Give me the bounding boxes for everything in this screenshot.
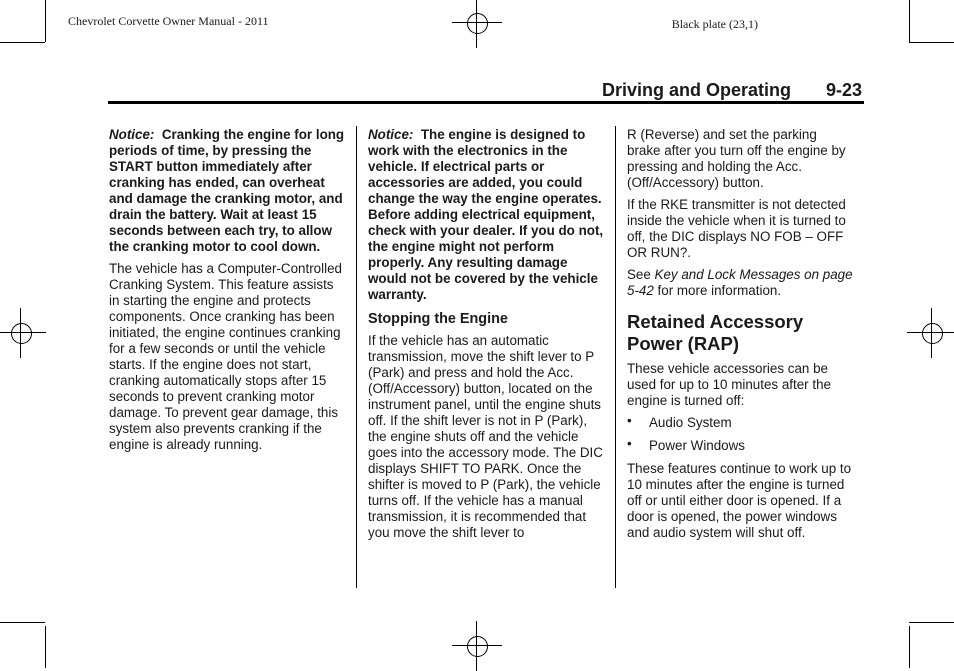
paragraph-stopping-engine: If the vehicle has an automatic transmission, move the shift lever to P (Park) and press and hold the Acc. (Off/Accessory) button, located on the instrument panel, until the engine shuts off. If the shift lever is not in P (Park), the engine shuts off and the vehicle goes into the accessory mode. The DIC displays SHIFT TO PARK. Once the shifter is moved to P (Park), the vehicle turns off. If the vehicle has a manual transmission, it is recommended that you move the shift lever to: [368, 333, 603, 540]
rap-bullet-list: [627, 415, 853, 454]
notice-label: Notice:: [109, 127, 155, 142]
column-divider: [615, 126, 616, 588]
subheading-stopping-engine: Stopping the Engine: [368, 311, 508, 327]
heading-rap: Retained Accessory Power (RAP): [627, 311, 804, 354]
paragraph-reverse: R (Reverse) and set the parking brake after you turn off the engine by pressing and holding the Acc. (Off/Accessory) button.: [627, 127, 846, 190]
column-1: [109, 127, 347, 459]
cross-reference-link[interactable]: Key and Lock Messages on page 5-42: [627, 267, 853, 298]
section-title: Driving and Operating: [602, 80, 792, 100]
paragraph-rke: If the RKE transmitter is not detected inside the vehicle when it is turned to off, the DIC displays NO FOB – OFF OR RUN?.: [627, 197, 846, 260]
paragraph-see-reference: See Key and Lock Messages on page 5-42 for more information.: [627, 267, 853, 298]
paragraph-rap-intro: These vehicle accessories can be used for up to 10 minutes after the engine is turned off:: [627, 361, 831, 408]
paragraph-cranking-system: The vehicle has a Computer-Controlled Cranking System. This feature assists in starting the engine and protects components. Once cranking has been initiated, the engine continues cranking for a few seconds or until the vehicle starts. If the engine does not start, cranking automatically stops after 15 seconds to prevent cranking motor damage. To prevent gear damage, this system also prevents cranking if the engine is already running.: [109, 261, 342, 452]
list-item: • Audio System: [627, 415, 853, 431]
notice-text: Cranking the engine for long periods of time, by pressing the START button immediately after cranking has ended, can overheat and damage the cranking motor, and drain the battery. Wait at least 15 seconds between each try, to allow the cranking motor to cool down.: [109, 127, 345, 254]
registration-mark-icon: [462, 8, 492, 38]
notice-cranking: [109, 127, 347, 255]
column-divider: [356, 126, 357, 588]
header-rule: [108, 101, 864, 104]
registration-mark-icon: [6, 318, 36, 348]
page-number: 9-23: [826, 80, 863, 100]
paragraph-rap-detail: These features continue to work up to 10 minutes after the engine is turned off or until either door is opened. If a door is opened, the power windows and audio system will shut off.: [627, 461, 852, 540]
plate-label-left: Chevrolet Corvette Owner Manual - 2011: [68, 14, 269, 28]
registration-mark-icon: [917, 318, 947, 348]
plate-label-right: Black plate (23,1): [671, 17, 758, 31]
registration-mark-icon: [462, 631, 492, 661]
notice-text: The engine is designed to work with the electronics in the vehicle. If electrical parts or accessories are added, you could change the way the engine operates. Before adding electrical equipment, check with your dealer. If you do not, the engine might not perform properly. Any resulting damage would not be covered by the vehicle warranty.: [368, 127, 604, 302]
column-2: [368, 127, 606, 547]
column-3: [627, 127, 853, 547]
list-item: • Power Windows: [627, 438, 853, 454]
notice-electronics: [368, 127, 606, 303]
notice-label: Notice:: [368, 127, 414, 142]
